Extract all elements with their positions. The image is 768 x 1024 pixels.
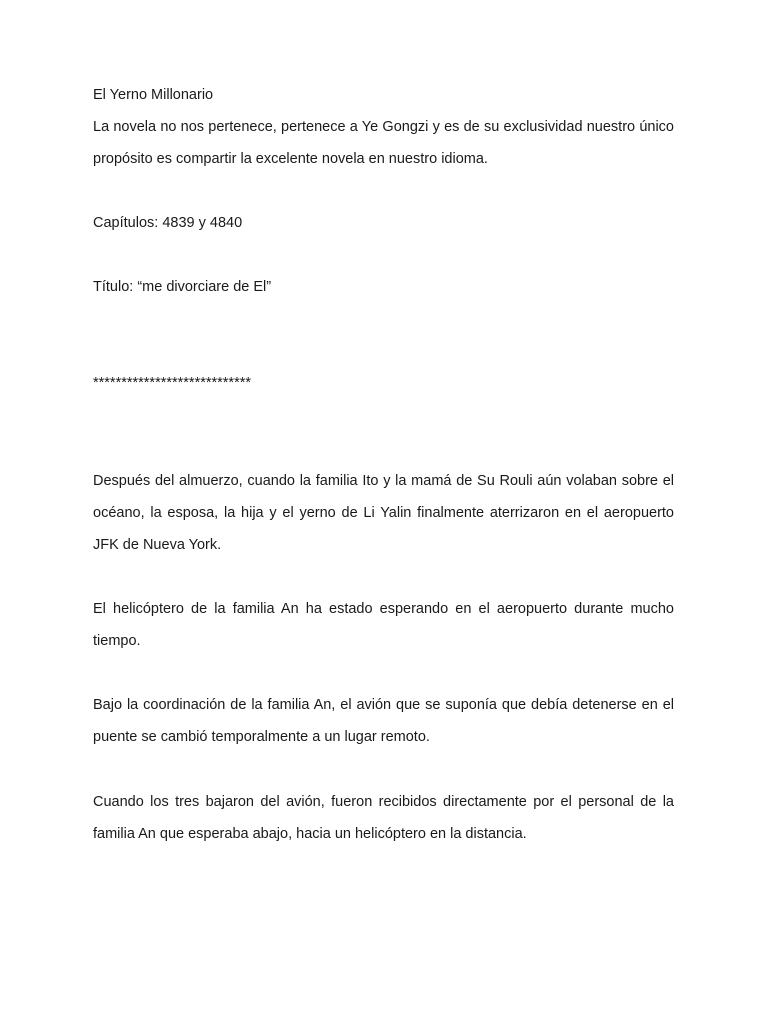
section-separator: **************************** [93,375,251,391]
body-paragraph: Bajo la coordinación de la familia An, el avión que se suponía que debía detenerse en el puente se cambió temporalmente a un lugar remoto. [93,697,674,745]
body-paragraph: Después del almuerzo, cuando la familia Ito y la mamá de Su Rouli aún volaban sobre el océano, la esposa, la hija y el yerno de Li Yalin finalmente aterrizaron en el aeropuerto JFK de Nueva York. [93,473,674,553]
body-paragraph: Cuando los tres bajaron del avión, fueron recibidos directamente por el personal de la familia An que esperaba abajo, hacia un helicóptero en la distancia. [93,794,674,842]
book-title: El Yerno Millonario [93,87,214,103]
chapter-title: Título: “me divorciare de El” [93,279,272,295]
disclaimer-paragraph: La novela no nos pertenece, pertenece a Ye Gongzi y es de su exclusividad nuestro único propósito es compartir la excelente novela en nuestro idioma. [93,119,674,167]
chapter-numbers: Capítulos: 4839 y 4840 [93,215,243,231]
body-paragraph: El helicóptero de la familia An ha estado esperando en el aeropuerto durante mucho tiempo. [93,601,674,649]
